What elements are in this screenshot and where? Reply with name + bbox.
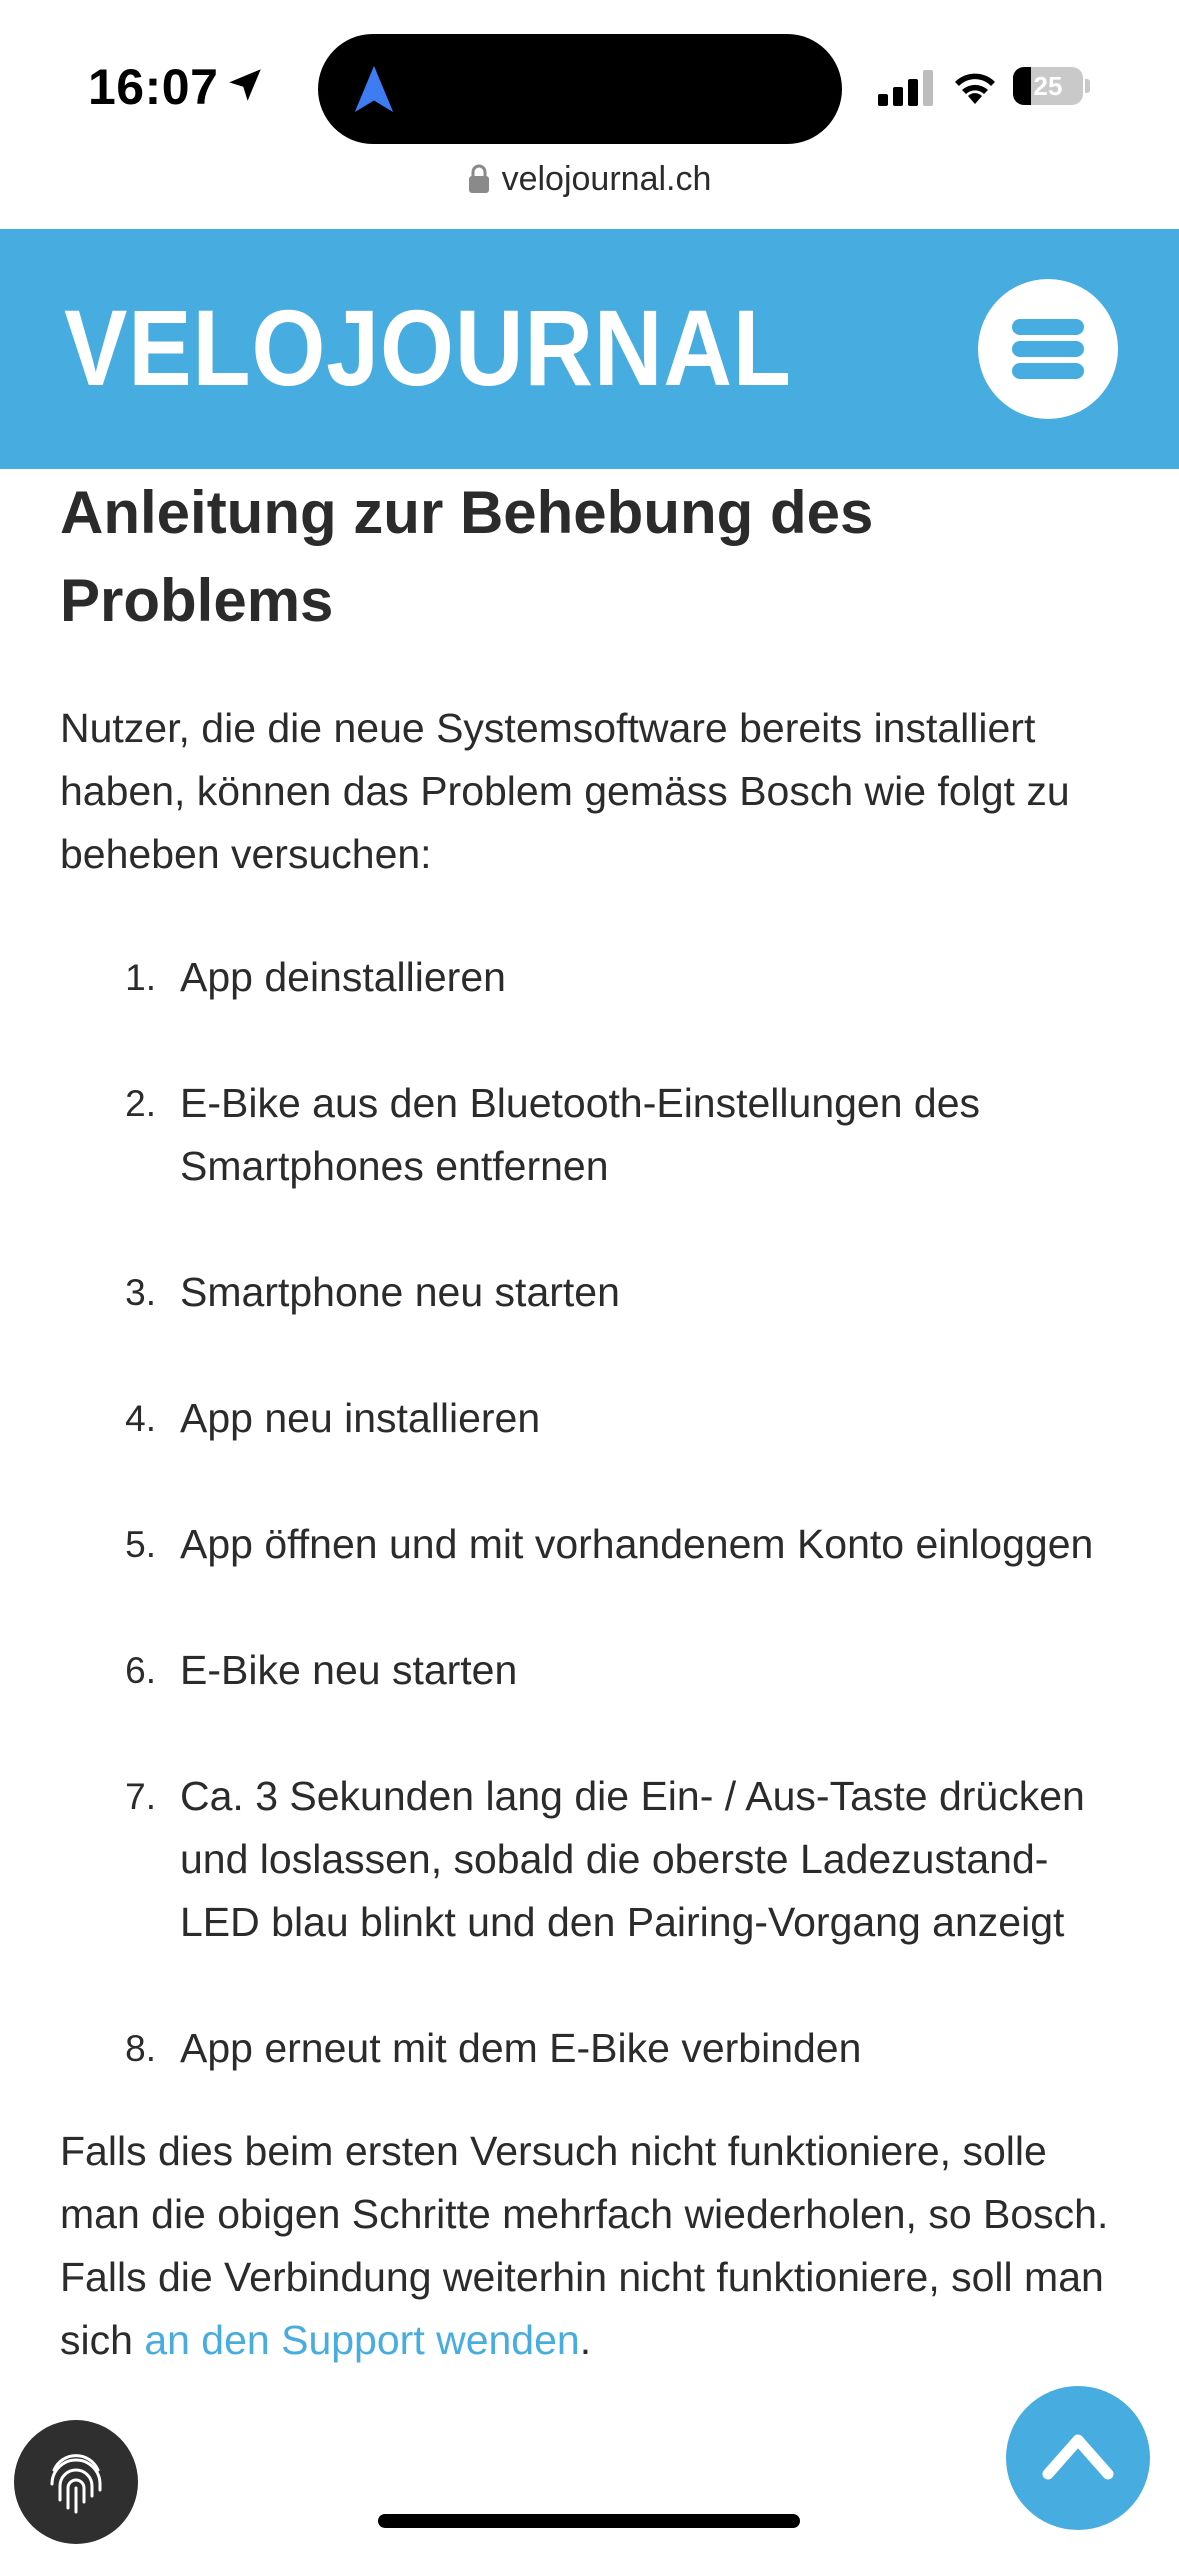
step-text: Smartphone neu starten xyxy=(180,1269,620,1315)
wifi-icon xyxy=(950,66,1000,106)
step-item xyxy=(60,1639,1120,1702)
battery-level: 25 xyxy=(1033,71,1063,101)
step-number: 3. xyxy=(125,1272,156,1313)
steps-list xyxy=(60,946,1120,2080)
battery-tip xyxy=(1085,79,1090,93)
menu-bar xyxy=(1012,319,1084,335)
battery-body xyxy=(1013,67,1083,105)
step-number: 8. xyxy=(125,2028,156,2069)
menu-bar xyxy=(1012,341,1084,357)
step-number: 2. xyxy=(125,1083,156,1124)
step-text: App neu installieren xyxy=(180,1395,541,1441)
status-time: 16:07 xyxy=(88,59,219,115)
step-item xyxy=(60,946,1120,1009)
site-header xyxy=(0,229,1179,469)
lock-icon xyxy=(468,164,490,194)
menu-bar xyxy=(1012,363,1084,379)
step-text: E-Bike aus den Bluetooth-Einstellungen des Smartphones entfernen xyxy=(180,1080,981,1189)
menu-button[interactable] xyxy=(978,279,1118,419)
home-indicator xyxy=(378,2514,800,2528)
step-number: 1. xyxy=(125,957,156,998)
fingerprint-button[interactable] xyxy=(14,2420,138,2544)
dynamic-island xyxy=(318,34,842,144)
step-item xyxy=(60,2017,1120,2080)
step-number: 6. xyxy=(125,1650,156,1691)
address-bar[interactable] xyxy=(0,160,1179,206)
fingerprint-icon xyxy=(46,2450,106,2514)
cellular-signal-icon xyxy=(878,70,936,106)
step-item xyxy=(60,1765,1120,1954)
step-number: 4. xyxy=(125,1398,156,1439)
step-item xyxy=(60,1072,1120,1198)
step-text: App deinstallieren xyxy=(180,954,506,1000)
status-bar xyxy=(0,0,1179,160)
outro-paragraph xyxy=(60,2120,1120,2372)
step-item xyxy=(60,1261,1120,1324)
navigation-arrow-icon xyxy=(352,64,396,114)
step-number: 5. xyxy=(125,1524,156,1565)
location-arrow-icon xyxy=(224,64,266,106)
outro-end: . xyxy=(579,2317,592,2363)
step-number: 7. xyxy=(125,1776,156,1817)
step-text: Ca. 3 Sekunden lang die Ein- / Aus-Taste drücken und loslassen, sobald die oberste Ladezustand-LED blau blinkt und den Pairing-Vorgang anzeigt xyxy=(180,1773,1085,1945)
step-text: App erneut mit dem E-Bike verbinden xyxy=(180,2025,862,2071)
battery-indicator xyxy=(1013,67,1091,105)
step-text: E-Bike neu starten xyxy=(180,1647,518,1693)
step-item xyxy=(60,1513,1120,1576)
step-item xyxy=(60,1387,1120,1450)
outro-text: Falls dies beim ersten Versuch nicht funktioniere, solle man die obigen Schritte mehrfach wiederholen, so Bosch. Falls die Verbindung weiterhin nicht funktioniere, soll man sich xyxy=(60,2128,1109,2363)
url-text[interactable]: velojournal.ch xyxy=(501,160,712,198)
article-body xyxy=(60,469,1120,2372)
support-link[interactable]: an den Support wenden xyxy=(144,2317,580,2363)
intro-paragraph: Nutzer, die die neue Systemsoftware bereits installiert haben, können das Problem gemäss Bosch wie folgt zu beheben versuchen: xyxy=(60,705,1070,877)
scroll-to-top-button[interactable] xyxy=(1006,2386,1150,2530)
step-text: App öffnen und mit vorhandenem Konto einloggen xyxy=(180,1521,1094,1567)
site-logo[interactable]: VELOJOURNAL xyxy=(64,287,792,408)
section-heading: Anleitung zur Behebung des Problems xyxy=(60,479,874,634)
chevron-up-icon xyxy=(1040,2426,1116,2482)
